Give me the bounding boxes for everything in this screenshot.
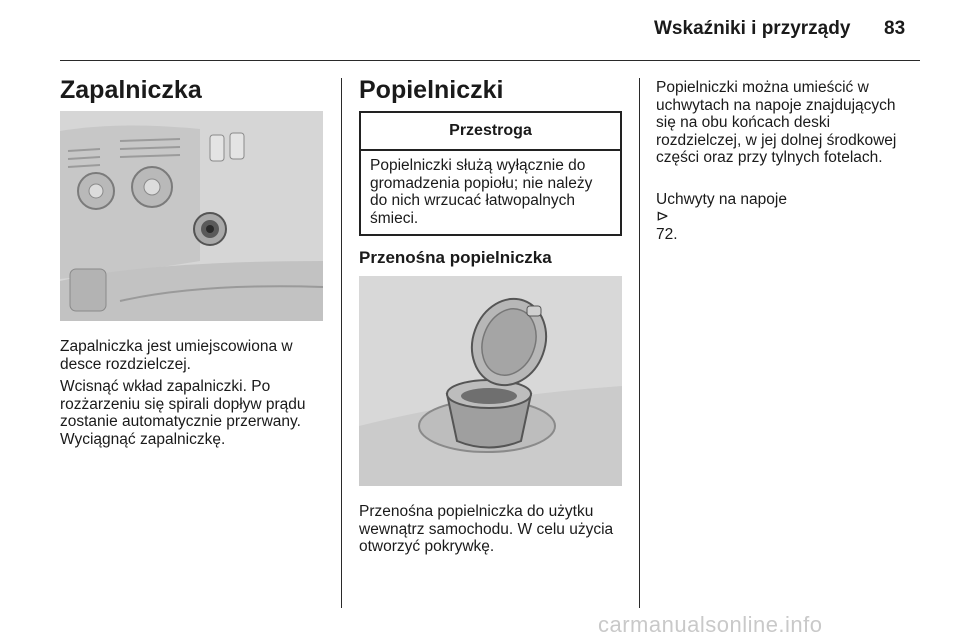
page-number: 83 (884, 18, 906, 39)
section-heading-ashtrays: Popielniczki (359, 76, 504, 104)
column-divider-right (639, 78, 640, 608)
column-divider-left (341, 78, 342, 608)
ashtray-placement-text: Popielniczki można umieścić w uchwytach na napoje znajdujących się na obu końcach deski rozdzielczej, w jej dolnej środkowej części oraz przy tylnych fotelach. (656, 79, 897, 166)
portable-ashtray-text: Przenośna popielniczka do użytku wewnątrz samochodu. W celu użycia otworzyć pokrywkę. (359, 503, 614, 555)
warning-text: Popielniczki służą wyłącznie do gromadzenia popiołu; nie należy do nich wrzucać łatwopalnych śmieci. (370, 157, 593, 227)
warning-title: Przestroga (361, 113, 620, 151)
watermark: carmanualsonline.info (598, 612, 823, 637)
page-reference-arrow-icon: ⊳ (656, 207, 669, 225)
cup-holders-reference (656, 173, 926, 243)
section-heading-lighter: Zapalniczka (60, 76, 202, 104)
header-rule (60, 60, 920, 61)
cup-holders-page-link[interactable]: 72. (656, 225, 678, 243)
cup-holders-label: Uchwyty na napoje (656, 190, 787, 208)
lighter-location-text: Zapalniczka jest umiejscowiona w desce rozdzielczej. (60, 338, 293, 373)
lighter-usage-text: Wcisnąć wkład zapalniczki. Po rozżarzeniu się spirali dopływ prądu zostanie automatycznie przerwany. Wyciągnąć zapalniczkę. (60, 378, 306, 448)
running-header-title: Wskaźniki i przyrządy (654, 18, 851, 39)
warning-box (359, 111, 622, 236)
subheading-portable-ashtray: Przenośna popielniczka (359, 248, 552, 267)
cigarette-lighter-illustration (60, 111, 323, 321)
portable-ashtray-illustration (359, 276, 622, 486)
